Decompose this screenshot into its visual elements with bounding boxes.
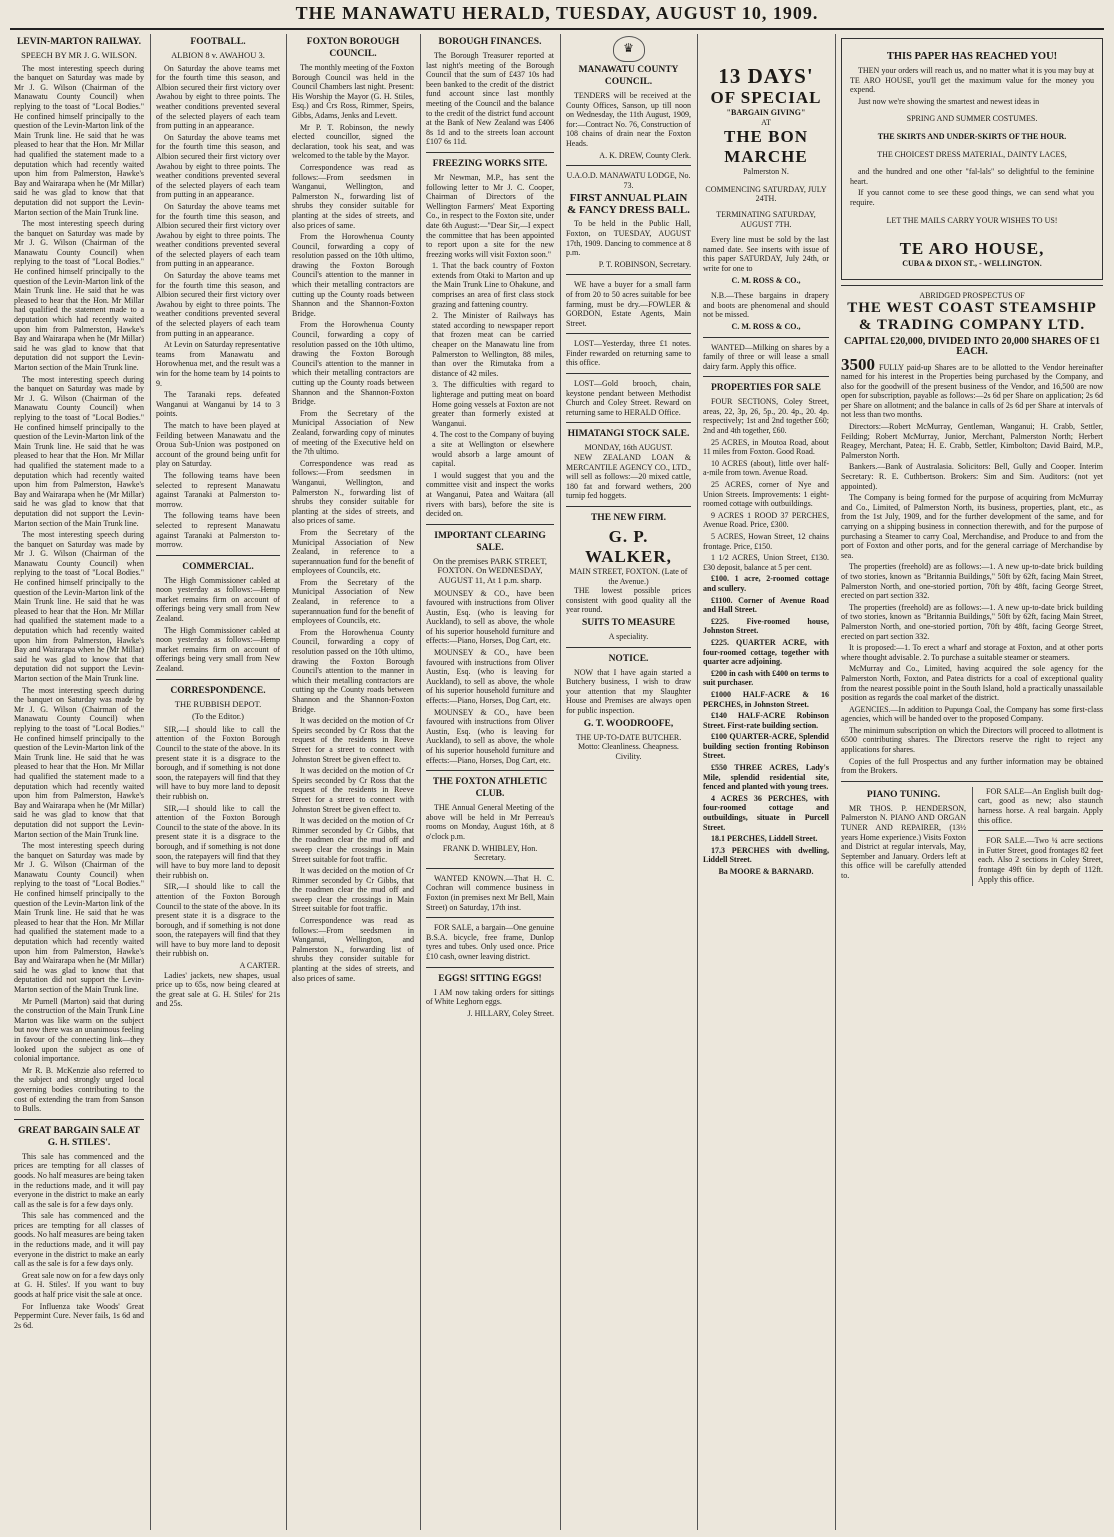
paragraph: The most interesting speech during the banquet on Saturday was made by Mr J. G. Wilson (Chairman of the Manawatu County Council) when replying to the toast of "Local Bodies." He confined himself principally to the question of the Levin-Marton link of the Main Trunk line. He said that he was pleased to hear that the Hon. Mr Millar had qualified the statement made to a deputation which had recently waited upon him from Palmerston, Hawke's Bay and Wairarapa when he (Mr Millar) said he was glad to know that that deputation did not support the Levin-Marton section of the Main Trunk line.	[14, 63, 144, 217]
paragraph: The most interesting speech during the banquet on Saturday was made by Mr J. G. Wilson (Chairman of the Manawatu County Council) when replying to the toast of "Local Bodies." He confined himself principally to the question of the Levin-Marton link of the Main Trunk line. He said that he was pleased to hear that the Hon. Mr Millar had qualified the statement made to a deputation which had recently waited upon him from Palmerston, Hawke's Bay and Wairarapa when he (Mr Millar) said he was glad to know that that deputation did not support the Levin-Marton section of the Main Trunk line.	[14, 374, 144, 528]
paragraph: Correspondence was read as follows:—From seedsmen in Wanganui, Wellington, and Palmerston N., forwarding list of shrubs they consider suitable for planting at the sides of streets, and also prices of same.	[292, 458, 414, 526]
paragraph: Great sale now on for a few days only at G. H. Stiles'. If you want to buy goods at half price visit the sale at once.	[14, 1270, 144, 1300]
column-divider	[697, 34, 698, 1530]
paragraph: Ladies' jackets, new shapes, usual price up to 65s, now being cleared at the great sale at G. H. Stiles' for 21s and 25s.	[156, 970, 280, 1009]
signature: FRANK D. WHIBLEY, Hon. Secretary.	[442, 843, 538, 863]
firm-name: C. M. ROSS & CO.,	[731, 321, 801, 331]
divider	[156, 555, 280, 556]
paragraph: Correspondence was read as follows:—From seedsmen in Wanganui, Wellington, and Palmerston N., forwarding list of shrubs they consider suitable for planting at the sides of streets, and also prices of same.	[292, 916, 414, 983]
signature: P. T. ROBINSON, Secretary.	[598, 259, 691, 269]
paragraph: THE Annual General Meeting of the above will be held in Mr Perreau's rooms on Monday, August 16th, at 8 o'clock p.m.	[426, 803, 554, 841]
property-item: 5 ACRES, Howan Street, 12 chains frontage. Price, £150.	[703, 532, 829, 551]
article-title: FOXTON BOROUGH COUNCIL.	[306, 37, 400, 59]
motto: Motto: Cleanliness. Cheapness. Civility.	[578, 742, 679, 761]
ad-word: AT	[761, 117, 771, 127]
masthead-rule	[10, 28, 1104, 30]
paragraph: At Levin on Saturday representative teams from Manawatu and Horowhenua met, and the result was a win for the home team by 14 points to 9.	[156, 340, 280, 388]
paragraph: I would suggest that you and the committee visit and inspect the works at Wanganui, Patea and Waitara (all rivers with bars), before the site is decided on.	[426, 470, 554, 519]
prospectus-label: ABRIDGED PROSPECTUS OF	[919, 290, 1025, 300]
masthead: THE MANAWATU HERALD, TUESDAY, AUGUST 10, 1909.	[295, 3, 819, 23]
ad-title: IMPORTANT CLEARING SALE.	[434, 530, 546, 553]
paragraph: Mr Purnell (Marton) said that during the construction of the Main Trunk Line Marton was like warm on the subject but now there was an unanimous feeling in favour of the connecting link—they looked upon the subject as one of colonial importance.	[14, 996, 144, 1064]
property-item: 25 ACRES, in Moutoa Road, about 11 miles from Foxton. Good Road.	[703, 437, 829, 457]
firm-name: G. P. WALKER,	[585, 527, 672, 566]
te-aro-house-ad	[841, 38, 1103, 280]
paragraph: On Saturday the above teams met for the fourth time this season, and Albion secured their first victory over Awahou by eight to three points. The weather conditions prevented several of the selected players of each team from putting in an appearance.	[156, 63, 280, 131]
divider	[566, 333, 691, 334]
paragraph: It was decided on the motion of Cr Rimmer seconded by Cr Gibbs, that the roadmen clear the mud off and sweep clear the crossings in Main Street suitable for foot traffic.	[292, 866, 414, 914]
paragraph: NEW ZEALAND LOAN & MERCANTILE AGENCY CO., LTD., will sell as follows:—20 mixed cattle, 180 fat and forward wethers, 200 turnip fed hoggets.	[566, 453, 691, 501]
ad-title: FIRST ANNUAL PLAIN & FANCY DRESS BALL.	[567, 192, 690, 217]
paragraph: SIR,—I should like to call the attention of the Foxton Borough Council to the state of the above. In its present state it is a disgrace to the borough, and if something is not done soon, the ratepayers will find that they will have to buy more land to deposit their rubbish on.	[156, 803, 280, 880]
store-address: CUBA & DIXON ST., - WELLINGTON.	[902, 259, 1042, 269]
column-6	[703, 34, 829, 1530]
paragraph: WANTED KNOWN.—That H. C. Cochran will commence business in Foxton (in premises next Mr Bell, Main Street) on Saturday, 17th inst.	[426, 873, 554, 912]
column-divider	[835, 34, 836, 1530]
ad-title: PROPERTIES FOR SALE	[711, 383, 821, 394]
ad-date: MONDAY, 16th AUGUST.	[584, 443, 673, 453]
start-date: COMMENCING SATURDAY, JULY 24TH.	[705, 184, 827, 204]
column-divider	[286, 34, 287, 1530]
paragraph: To be held in the Public Hall, Foxton, on TUESDAY, AUGUST 17th, 1909. Dancing to commence at 8 p.m.	[566, 219, 691, 258]
ad-headline: 13 DAYS'	[718, 64, 814, 88]
shares-text: FULLY paid-up Shares are to be allotted to the Vendor hereinafter named for his interest in the Properties being purchased by the Company, and also for the goodwill of the present business of the Vendor, and 16,500 are now open for subscription, payable as follows:—2s 6d per Share on application; 2s 6d per Share on allotment; and the balance in calls of 2s 6d per Share at intervals of not less than two months.	[841, 362, 1103, 420]
property-price: 17.3 PERCHES with dwelling, Liddell Street.	[703, 845, 829, 865]
paragraph: FOR SALE—An English built dog-cart, good as new; also staunch harness horse. A real bargain. Apply this office.	[978, 786, 1103, 825]
column-divider	[420, 34, 421, 1530]
section-title: COMMERCIAL.	[182, 561, 254, 572]
paragraph: LOST—Yesterday, three £1 notes. Finder rewarded on returning same to this office.	[566, 339, 691, 368]
paragraph: The properties (freehold) are as follows:—1. A new up-to-date brick building of two stories, known as "Britannia Buildings," 50ft by 62ft, facing Main Street, Palmerston North, and one-storied portion, 70ft by 48ft, facing George Street, erected on part section 332.	[841, 602, 1103, 641]
end-date: TERMINATING SATURDAY, AUGUST 7TH.	[716, 209, 816, 229]
property-price: £550 THREE ACRES, Lady's Mile, splendid residential site, fenced and planted with young trees.	[703, 763, 829, 792]
divider	[566, 506, 691, 507]
paragraph: The Borough Treasurer reported at last night's meeting of the Borough Council that the sum of £437 10s had been banked to the credit of the district fund account since last monthly meeting of the Council and the balance to the credit of the district fund account at the Bank of New Zealand was £406 8s 1d and to the streets loan account £107 6s 11d.	[426, 51, 554, 147]
divider	[978, 830, 1103, 831]
paragraph: MOUNSEY & CO., have been favoured with instructions from Oliver Austin, Esq. (who is leaving for Auckland), to sell as above, the whole of his superior household furniture and effects:—Piano, Horses, Dog Cart, etc.	[426, 648, 554, 706]
section-title: CORRESPONDENCE.	[170, 685, 266, 696]
firm-subtitle: THE UP-TO-DATE BUTCHER.	[575, 732, 682, 742]
property-price: £140 HALF-ACRE Robinson Street. First-rate building section.	[703, 711, 829, 730]
ad-title: GREAT BARGAIN SALE AT G. H. STILES'.	[18, 1125, 140, 1148]
paragraph: Just now we're showing the smartest and newest ideas in	[858, 96, 1040, 106]
paragraph: Correspondence was read as follows:—From seedsmen in Wanganui, Wellington, and Palmerston N., forwarding list of shrubs they consider suitable for planting at the sides of streets, and also prices of same.	[292, 162, 414, 230]
store-name: TE ARO HOUSE,	[899, 239, 1045, 259]
divider	[426, 152, 554, 153]
paragraph: From the Secretary of the Municipal Association of New Zealand, in reference to a superannuation fund for the benefit of employees of Councils, etc.	[292, 527, 414, 576]
ad-subtitle: A speciality.	[608, 631, 649, 641]
paragraph: It was decided on the motion of Cr Rimmer seconded by Cr Gibbs, that the roadmen clear the mud off and sweep clear the crossings in Main Street suitable for foot traffic.	[292, 816, 414, 864]
ad-title: THIS PAPER HAS REACHED YOU!	[886, 51, 1058, 62]
divider	[566, 647, 691, 648]
article-subtitle: ALBION 8 v. AWAHOU 3.	[171, 50, 265, 60]
divider	[426, 524, 554, 525]
paragraph: McMurray and Co., Limited, having acquired the sole agency for the Palmerston North, Foxton, and Patea districts for a coal of exceptional quality from the nearest possible point in the South Island, hold a practically unassailable position as regards the coal market of the district.	[841, 664, 1103, 703]
paragraph: AGENCIES.—In addition to Pupunga Coal, the Company has some first-class agencies, which will be handed over to the proposed Company.	[841, 704, 1103, 724]
article-title: LEVIN-MARTON RAILWAY.	[16, 37, 142, 47]
article-title: BOROUGH FINANCES.	[438, 37, 542, 47]
section-subtitle: (To the Editor.)	[191, 711, 245, 722]
store-name: THE BON MARCHE	[724, 127, 808, 167]
property-price: £1100. Corner of Avenue Road and Hall Street.	[703, 595, 829, 615]
paragraph: From the Secretary of the Municipal Association of New Zealand, in reference to a superannuation fund for the benefit of employees of Councils, etc.	[292, 577, 414, 626]
ad-title: THE NEW FIRM.	[590, 513, 667, 523]
property-item: 25 ACRES, corner of Nye and Union Streets. Improvements: 1 eight-roomed cottage with outbuildings.	[703, 480, 829, 509]
divider	[566, 373, 691, 374]
property-price: £225. QUARTER ACRE, with four-roomed cottage, together with quarter acre adjoining.	[703, 637, 829, 667]
paragraph: The monthly meeting of the Foxton Borough Council was held in the Council Chambers last night. Present: His Worship the Mayor (G. H. Stiles, Esq.) and Crs Ross, Rimmer, Speirs, Gibbs, Adams, Jenks and Levett.	[292, 63, 414, 120]
divider	[703, 337, 829, 338]
paragraph: From the Horowhenua County Council, forwarding a copy of resolution passed on the 10th ultimo, drawing the Foxton Borough Council's attention to the manner in which their metalling contractors are cutting up the County roads between Shannon and the Shannon-Foxton Bridge.	[292, 320, 414, 407]
ad-title: SUITS TO MEASURE	[581, 617, 676, 628]
divider	[156, 679, 280, 680]
divider	[426, 967, 554, 968]
ad-subtitle: On the premises PARK STREET, FOXTON. On WEDNESDAY, AUGUST 11, At 1 p.m. sharp.	[432, 555, 548, 585]
list-item: 4. The cost to the Company of buying a site at Wellington or elsewhere would absorb a large amount of capital.	[432, 430, 554, 469]
list-item: 2. The Minister of Railways has stated according to newspaper report that frozen meat can be carried cheaper on the Manawatu line from Palmerston to Wellington, 88 miles, than over the Rimutaka from a distance of 42 miles.	[432, 311, 554, 378]
paragraph: On Saturday the above teams met for the fourth time this season, and Albion secured their first victory over Awahou by eight to three points. The weather conditions prevented several of the selected players of each team from putting in an appearance.	[156, 271, 280, 338]
column-3	[292, 34, 414, 1530]
property-price: £100. 1 acre, 2-roomed cottage and scullery.	[703, 574, 829, 593]
paragraph: SIR,—I should like to call the attention of the Foxton Borough Council to the state of the above. In its present state it is a disgrace to the borough, and if something is not done soon, the ratepayers will find that they will have to buy more land to deposit their rubbish on.	[156, 724, 280, 801]
paragraph: NOW that I have again started a Butchery business, I wish to draw your attention that my Slaughter House and Premises are always open for public inspection.	[566, 667, 691, 715]
paragraph: WANTED—Milking on shares by a family of three or will lease a small dairy farm. Apply this office.	[703, 342, 829, 371]
paragraph: The High Commissioner cabled at noon yesterday as follows:—Hemp market remains firm on account of offerings being very small from New Zealand.	[156, 625, 280, 674]
paragraph: The most interesting speech during the banquet on Saturday was made by Mr J. G. Wilson (Chairman of the Manawatu County Council) when replying to the toast of "Local Bodies." He confined himself principally to the question of the Levin-Marton link of the Main Trunk line. He said that he was pleased to hear that the Hon. Mr Millar had qualified the statement made to a deputation which had recently waited upon him from Palmerston, Hawke's Bay and Wairarapa when he (Mr Millar) said he was glad to know that that deputation did not support the Levin-Marton section of the Main Trunk line.	[14, 841, 144, 994]
firm-name: G. T. WOODROOFE,	[583, 718, 674, 729]
paragraph: The most interesting speech during the banquet on Saturday was made by Mr J. G. Wilson (Chairman of the Manawatu County Council) when replying to the toast of "Local Bodies." He confined himself principally to the question of the Levin-Marton link of the Main Trunk line. He said that he was pleased to hear that the Hon. Mr Millar had qualified the statement made to a deputation which had recently waited upon him from Palmerston, Hawke's Bay and Wairarapa when he (Mr Millar) said he was glad to know that that deputation did not support the Levin-Marton section of the Main Trunk line.	[14, 685, 144, 839]
firm-address: MAIN STREET, FOXTON. (Late of the Avenue.)	[569, 567, 688, 586]
lodge-name: U.A.O.D. MANAWATU LODGE, No. 73.	[566, 171, 691, 190]
ad-title: MANAWATU COUNTY COUNCIL.	[578, 65, 679, 87]
shares-number: 3500	[841, 354, 875, 374]
ad-title: NOTICE.	[608, 653, 649, 664]
paragraph: MR THOS. P. HENDERSON, Palmerston N. PIANO AND ORGAN TUNER AND REPAIRER, (13½ years Home experience.) Visits Foxton and District at regular intervals, May, September and January. Orders left at this office will be carefully attended to.	[841, 803, 966, 880]
column-2	[156, 34, 280, 1530]
paragraph: Mr R. B. McKenzie also referred to the subject and strongly urged local governing bodies contributing to the cost of extending the tram from Sanson to Bulls.	[14, 1065, 144, 1114]
paragraph: The following teams have been selected to represent Manawatu against Taranaki at Palmerston to-morrow.	[156, 511, 280, 550]
store-town: Palmerston N.	[743, 167, 789, 177]
paragraph: LOST—Gold brooch, chain, keystone pendant between Methodist Church and Coley Street. Reward on returning same to HERALD Office.	[566, 379, 691, 417]
paragraph: SIR,—I should like to call the attention of the Foxton Borough Council to the state of the above. In its present state it is a disgrace to the borough, and if something is not done soon, the ratepayers will find that they will have to buy more land to deposit their rubbish on.	[156, 882, 280, 959]
ad-title: EGGS! SITTING EGGS!	[438, 973, 542, 984]
divider	[566, 165, 691, 166]
ad-line: SPRING AND SUMMER COSTUMES.	[906, 114, 1038, 124]
column-divider	[560, 34, 561, 1530]
ad-headline: OF SPECIAL	[710, 88, 822, 107]
ad-title: HIMATANGI STOCK SALE.	[567, 429, 690, 440]
article-title: FOOTBALL.	[190, 37, 246, 47]
property-price: £1000 HALF-ACRE & 16 PERCHES, in Johnston Street.	[703, 689, 829, 709]
divider	[14, 1119, 144, 1120]
paragraph: The High Commissioner cabled at noon yesterday as follows:—Hemp market remains firm on account of offerings being very small from New Zealand.	[156, 575, 280, 624]
property-price: 4 ACRES 36 PERCHES, with four-roomed cottage and outbuildings, situate in Purcell Street.	[703, 793, 829, 832]
ad-line: LET THE MAILS CARRY YOUR WISHES TO US!	[886, 215, 1058, 225]
property-item: 1 1/2 ACRES, Union Street, £130. £30 deposit, balance at 5 per cent.	[703, 553, 829, 572]
paragraph: Mr Newman, M.P., has sent the following letter to Mr J. C. Cooper, Chairman of Directors of the Wellington Farmers' Meat Exporting Co., in respect to the Foxton site, under date 6th August:—"Dear Sir,—I expect the committee that has been appointed to report upon a site for the new freezing works will visit Foxton soon."	[426, 172, 554, 259]
paragraph: This sale has commenced and the prices are tempting for all classes of goods. No half measures are being taken in the reductions made, and it will pay everyone in the district to make an early call as the sale is for a few days only.	[14, 1211, 144, 1269]
ad-subheadline: "BARGAIN GIVING"	[726, 108, 806, 117]
column-4	[426, 34, 554, 1530]
divider	[703, 376, 829, 377]
list-item: 1. That the back country of Foxton extends from Otaki to Marton and up the Main Trunk Line to Ohakune, and comprises an area of first class stock grazing and fattening country.	[432, 261, 554, 309]
paragraph: If you cannot come to see these good things, we can send what you require.	[850, 188, 1094, 207]
property-item: 9 ACRES 1 ROOD 37 PERCHES, Avenue Road. Price, £300.	[703, 510, 829, 530]
property-price: £200 in cash with £400 on terms to suit purchaser.	[703, 668, 829, 688]
section-subtitle: THE RUBBISH DEPOT.	[174, 698, 262, 709]
column-7	[841, 34, 1103, 1530]
crest-icon: ♛	[613, 36, 645, 62]
paragraph: This sale has commenced and the prices are tempting for all classes of goods. No half measures are being taken in the reductions made, and it will pay everyone in the district to make an early call as the sale is for a few days only.	[14, 1151, 144, 1209]
capital-line: CAPITAL £20,000, DIVIDED INTO 20,000 SHARES OF £1 EACH.	[844, 336, 1100, 357]
paragraph: From the Horowhenua County Council, forwarding a copy of resolution passed on the 10th ultimo, drawing the Foxton Borough Council's attention to the manner in which their metalling contractors are cutting up the County roads between Shannon and the Shannon-Foxton Bridge.	[292, 232, 414, 318]
paragraph: On Saturday the above teams met for the fourth time this season, and Albion secured their first victory over Awahou by eight to three points. The weather conditions prevented several of the selected players of each team from putting in an appearance.	[156, 132, 280, 200]
ad-title: PIANO TUNING.	[866, 789, 941, 800]
paragraph: THE lowest possible prices consistent with good quality all the year round.	[566, 586, 691, 615]
company-name: THE WEST COAST STEAMSHIP & TRADING COMPANY LTD.	[847, 300, 1097, 334]
paragraph: The most interesting speech during the banquet on Saturday was made by Mr J. G. Wilson (Chairman of the Manawatu County Council) when replying to the toast of "Local Bodies." He confined himself principally to the question of the Levin-Marton link of the Main Trunk line. He said that he was pleased to hear that the Hon. Mr Millar had qualified the statement made to a deputation which had recently waited upon him from Palmerston, Hawke's Bay and Wairarapa when he (Mr Millar) said he was glad to know that that deputation did not support the Levin-Marton section of the Main Trunk line.	[14, 219, 144, 372]
paragraph: and the hundred and one other "fal-lals" so delightful to the feminine heart.	[850, 167, 1094, 186]
ad-line: THE CHOICEST DRESS MATERIAL, DAINTY LACES,	[877, 149, 1067, 159]
divider	[426, 770, 554, 771]
property-price: £225. Five-roomed house, Johnston Street.	[703, 616, 829, 636]
paragraph: The Taranaki reps. defeated Wanganui at Wanganui by 14 to 3 points.	[156, 390, 280, 419]
paragraph: The most interesting speech during the banquet on Saturday was made by Mr J. G. Wilson (Chairman of the Manawatu County Council) when replying to the toast of "Local Bodies." He confined himself principally to the question of the Levin-Marton link of the Main Trunk line. He said that he was pleased to hear that the Hon. Mr Millar had qualified the statement made to a deputation which had recently waited upon him from Palmerston, Hawke's Bay and Wairarapa when he (Mr Millar) said he was glad to know that that deputation did not support the Levin-Marton section of the Main Trunk line.	[14, 530, 144, 683]
paragraph: MOUNSEY & CO., have been favoured with instructions from Oliver Austin, Esq. (who is leaving for Auckland), to sell as above, the whole of his superior household furniture and effects:—Piano, Horses, Dog Cart, etc.	[426, 588, 554, 646]
paragraph: The Company is being formed for the purpose of acquiring from McMurray and Co., Limited, of Palmerston North, its business, properties, plant, etc., as from the 1st July, 1909, and for the further development of the same, and for carrying on a shipping business in connection therewith, and for the purpose of purchasing a Steamer to carry Coal, Merchandise, and Produce to and from the port of Foxton and other ports, and for the general carriage of Merchandise by sea.	[841, 493, 1103, 560]
article-title: FREEZING WORKS SITE.	[432, 158, 548, 169]
paragraph: TENDERS will be received at the County Offices, Sanson, up till noon on Wednesday, the 11th August, 1909, for:—Contract No. 76, Construction of 108 chains of drain near the Foxton Heads.	[566, 91, 691, 148]
divider	[426, 868, 554, 869]
paragraph: WE have a buyer for a small farm of from 20 to 50 acres suitable for bee farming, must be dry.—FOWLER & GORDON, Estate Agents, Main Street.	[566, 280, 691, 328]
paragraph: FOR SALE, a bargain—One genuine B.S.A. bicycle, free frame, Dunlop tyres and tubes. Only used once. Price £10 cash, owner leaving district.	[426, 923, 554, 961]
paragraph: From the Secretary of the Municipal Association of New Zealand, forwarding copy of minutes of meeting of the Executive held on the 7th ultimo.	[292, 408, 414, 457]
column-5	[566, 34, 691, 1530]
paragraph: On Saturday the above teams met for the fourth time this season, and Albion secured their first victory over Awahou by eight to three points. The weather conditions prevented several of the selected players of each team from putting in an appearance.	[156, 201, 280, 269]
paragraph: It was decided on the motion of Cr Speirs seconded by Cr Ross that the request of the residents in Reeve Street for a street to connect with Johnston Street be given effect to.	[292, 716, 414, 764]
property-price: £100 QUARTER-ACRE, Splendid building section fronting Robinson Street.	[703, 732, 829, 761]
property-item: 10 ACRES (about), little over half-a-mile from town. Avenue Road.	[703, 458, 829, 478]
paragraph: Copies of the full Prospectus and any further information may be obtained from the Brokers.	[841, 756, 1103, 776]
signature: A. K. DREW, County Clerk.	[599, 150, 691, 160]
column-1	[14, 34, 144, 1530]
paragraph: I AM now taking orders for sittings of White Leghorn eggs.	[426, 987, 554, 1007]
paragraph: Bankers.—Bank of Australasia. Solicitors: Bell, Gully and Cooper. Interim Secretary: R. E. Cuthbertson. Brokers: Sim and Sim. Auditors: (not yet appointed).	[841, 462, 1103, 491]
property-item: FOUR SECTIONS, Coley Street, areas, 22, 3p, 26, 5p., 20. 4p., 20. 4p. respectively; 1st and 2nd together £60; 2nd and 4th together, £60.	[703, 397, 829, 436]
firm-name: C. M. ROSS & CO.,	[731, 275, 801, 285]
divider	[841, 285, 1103, 286]
paragraph: The following teams have been selected to represent Manawatu against Taranaki at Palmerston to-morrow.	[156, 470, 280, 509]
property-price: 18.1 PERCHES, Liddell Street.	[711, 834, 818, 844]
paragraph: The match to have been played at Feilding between Manawatu and the Oroua Sub-Union was postponed on account of the ground being unfit for play on Saturday.	[156, 420, 280, 469]
paragraph: FOR SALE.—Two ¼ acre sections in Futter Street, good frontages 82 feet each. Also 2 sections in Coley Street, frontage 49ft 6in by depth of 112ft. Apply this office.	[978, 836, 1103, 884]
paragraph: It is proposed:—1. To erect a wharf and storage at Foxton, and at other ports where thought advisable. 2. To purchase a suitable steamer or steamers.	[841, 643, 1103, 662]
paragraph: From the Horowhenua County Council, forwarding a copy of resolution passed on the 10th ultimo, drawing the Foxton Borough Council's attention to the manner in which their metalling contractors are cutting up the County roads between Shannon and the Shannon-Foxton Bridge.	[292, 627, 414, 714]
divider	[841, 781, 1103, 782]
article-subtitle: SPEECH BY MR J. G. WILSON.	[21, 50, 137, 60]
paragraph: THEN your orders will reach us, and no matter what it is you may buy at TE ARO HOUSE, you'll get the maximum value for the money you expend.	[850, 66, 1094, 95]
paragraph: Every line must be sold by the last named date. See inserts with issue of this paper SATURDAY, July 24th, or write for one to	[703, 235, 829, 273]
divider	[566, 422, 691, 423]
agents: Ba MOORE & BARNARD.	[718, 867, 814, 876]
list-item: 3. The difficulties with regard to lighterage and putting meat on board Home going vessels at Foxton are not greater than formerly existed at Wanganui.	[432, 380, 554, 428]
paragraph: The properties (freehold) are as follows:—1. A new up-to-date brick building of two stories, known as "Britannia Buildings," 50ft by 62ft, facing Main Street, Palmerston North, and one-storied portion, 70ft by 48ft, facing George Street, erected on part section 332.	[841, 562, 1103, 601]
paragraph: The minimum subscription on which the Directors will proceed to allotment is 6500 contributing shares. The Directors reserve the right to reject any applications for shares.	[841, 725, 1103, 755]
column-divider	[150, 34, 151, 1530]
ad-title: THE FOXTON ATHLETIC CLUB.	[432, 777, 548, 800]
divider	[426, 917, 554, 918]
divider	[566, 274, 691, 275]
paragraph: Directors:—Robert McMurray, Gentleman, Wanganui; H. Crabb, Settler, Feilding; Robert McMurray, Junior, Merchant, Palmerston North; Herbert Reagey, Merchant, Patea; H. E. Crabb, Settler, Kimbolton; David Baird, M.P., Palmerston North.	[841, 422, 1103, 460]
footer-note: For Influenza take Woods' Great Peppermint Cure. Never fails, 1s 6d and 2s 6d.	[14, 1301, 144, 1330]
paragraph: MOUNSEY & CO., have been favoured with instructions from Oliver Austin, Esq. (who is leaving for Auckland), to sell as above, the whole of his superior household furniture and effects:—Piano, Horses, Dog Cart, etc.	[426, 707, 554, 765]
signature: A CARTER.	[239, 961, 280, 971]
paragraph: N.B.—These bargains in drapery and boots are phenomenal and should not be missed.	[703, 291, 829, 320]
paragraph: Mr P. T. Robinson, the newly elected councillor, signed the declaration, took his seat, and was welcomed to the table by the Mayor.	[292, 122, 414, 161]
signature: J. HILLARY, Coley Street.	[467, 1008, 554, 1018]
paragraph: It was decided on the motion of Cr Speirs seconded by Cr Ross that the request of the residents in Reeve Street for a street to connect with Johnston Street be given effect to.	[292, 766, 414, 814]
paragraph	[841, 354, 1103, 421]
ad-line: THE SKIRTS AND UNDER-SKIRTS OF THE HOUR.	[877, 131, 1067, 141]
